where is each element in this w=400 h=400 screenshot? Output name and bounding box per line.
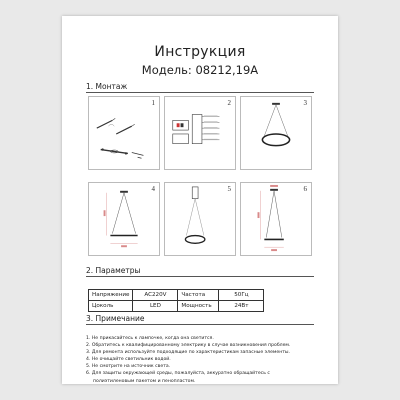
install-step-1 <box>88 96 160 170</box>
param-value-voltage: AC220V <box>133 290 178 301</box>
installation-steps-grid <box>88 96 312 256</box>
note-item: 3. Для ремонта используйте подходящие по характеристикам запасные элементы. <box>86 350 290 356</box>
page-title: Инструкция <box>154 44 246 60</box>
step-number: 3 <box>303 99 307 107</box>
section-title-notes: 3. Примечание <box>86 314 145 323</box>
section-title-install: 1. Монтаж <box>86 82 128 91</box>
install-step-4 <box>88 182 160 256</box>
param-value-base: LED <box>133 301 178 312</box>
dimension-drawing-final <box>241 183 311 255</box>
note-item: 1. Не прикасайтесь к лампочке, когда она светится. <box>86 336 214 341</box>
vertical-ring-drawing <box>165 183 235 255</box>
section-title-params: 2. Параметры <box>86 266 141 275</box>
param-value-frequency: 50Гц <box>219 290 264 301</box>
dimension-drawing <box>89 183 159 255</box>
step-number: 5 <box>227 185 231 193</box>
divider <box>86 92 314 93</box>
param-label-base: Цоколь <box>89 301 133 312</box>
note-item: 4. Не очищайте светильник водой. <box>86 357 171 363</box>
param-value-power: 24Вт <box>219 301 264 312</box>
table-row <box>89 301 264 312</box>
step-number: 6 <box>303 185 307 193</box>
wiring-diagram <box>165 97 235 169</box>
mounting-hardware-drawing <box>89 97 159 169</box>
divider <box>86 276 314 277</box>
param-label-voltage: Напряжение <box>89 290 133 301</box>
param-label-frequency: Частота <box>178 290 219 301</box>
divider <box>86 324 314 325</box>
install-step-3 <box>240 96 312 170</box>
notes-list <box>86 335 320 385</box>
model-number: Модель: 08212,19A <box>141 63 259 77</box>
parameters-table <box>88 289 264 312</box>
instruction-page <box>62 16 338 384</box>
step-number: 4 <box>151 185 155 193</box>
ring-pendant-drawing <box>241 97 311 169</box>
install-step-6 <box>240 182 312 256</box>
note-item: 2. Обратитесь к квалифицированному электрику в случае возникновения проблем. <box>86 343 291 349</box>
step-number: 2 <box>227 99 231 107</box>
table-row <box>89 290 264 301</box>
note-item: 6. Для защиты окружающей среды, пожалуйста, аккуратно обращайтесь с <box>86 371 270 377</box>
install-step-5 <box>164 182 236 256</box>
note-item: 5. Не смотрите на источник света. <box>86 364 171 370</box>
param-label-power: Мощность <box>178 301 219 312</box>
note-item: полиэтиленовым пакетом и пенопластом. <box>93 378 196 384</box>
step-number: 1 <box>151 99 155 107</box>
install-step-2 <box>164 96 236 170</box>
